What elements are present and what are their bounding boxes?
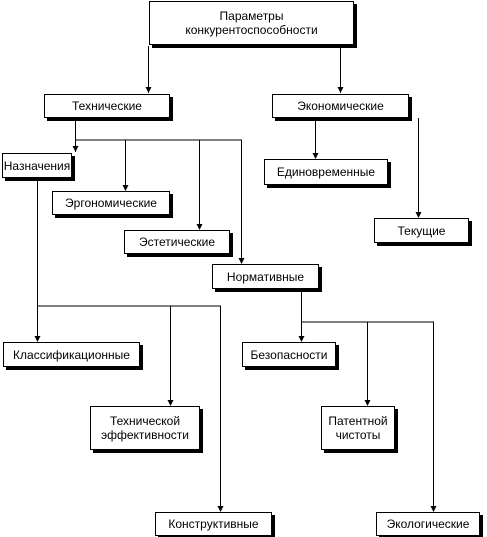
node-economic: Экономические (272, 94, 409, 118)
node-tech-efficiency: Технической эффективности (90, 406, 200, 450)
node-one-time: Единовременные (264, 159, 388, 185)
node-ergonomic: Эргономические (52, 191, 170, 215)
node-safety: Безопасности (242, 342, 336, 367)
arrowhead-technical (146, 87, 152, 93)
node-classification: Классификационные (3, 342, 140, 367)
node-purpose: Назначения (2, 153, 72, 178)
node-constructive: Конструктивные (155, 512, 272, 536)
node-technical: Технические (44, 94, 170, 118)
node-patent-purity: Патентной чистоты (321, 406, 395, 450)
node-current: Текущие (374, 218, 469, 243)
arrowhead-purpose (73, 146, 79, 152)
node-ecological: Экологические (376, 512, 480, 536)
node-aesthetic: Эстетические (124, 230, 230, 254)
arrowhead-economic (338, 87, 344, 93)
node-normative: Нормативные (212, 264, 319, 289)
node-root: Параметры конкурентоспособности (149, 1, 354, 45)
